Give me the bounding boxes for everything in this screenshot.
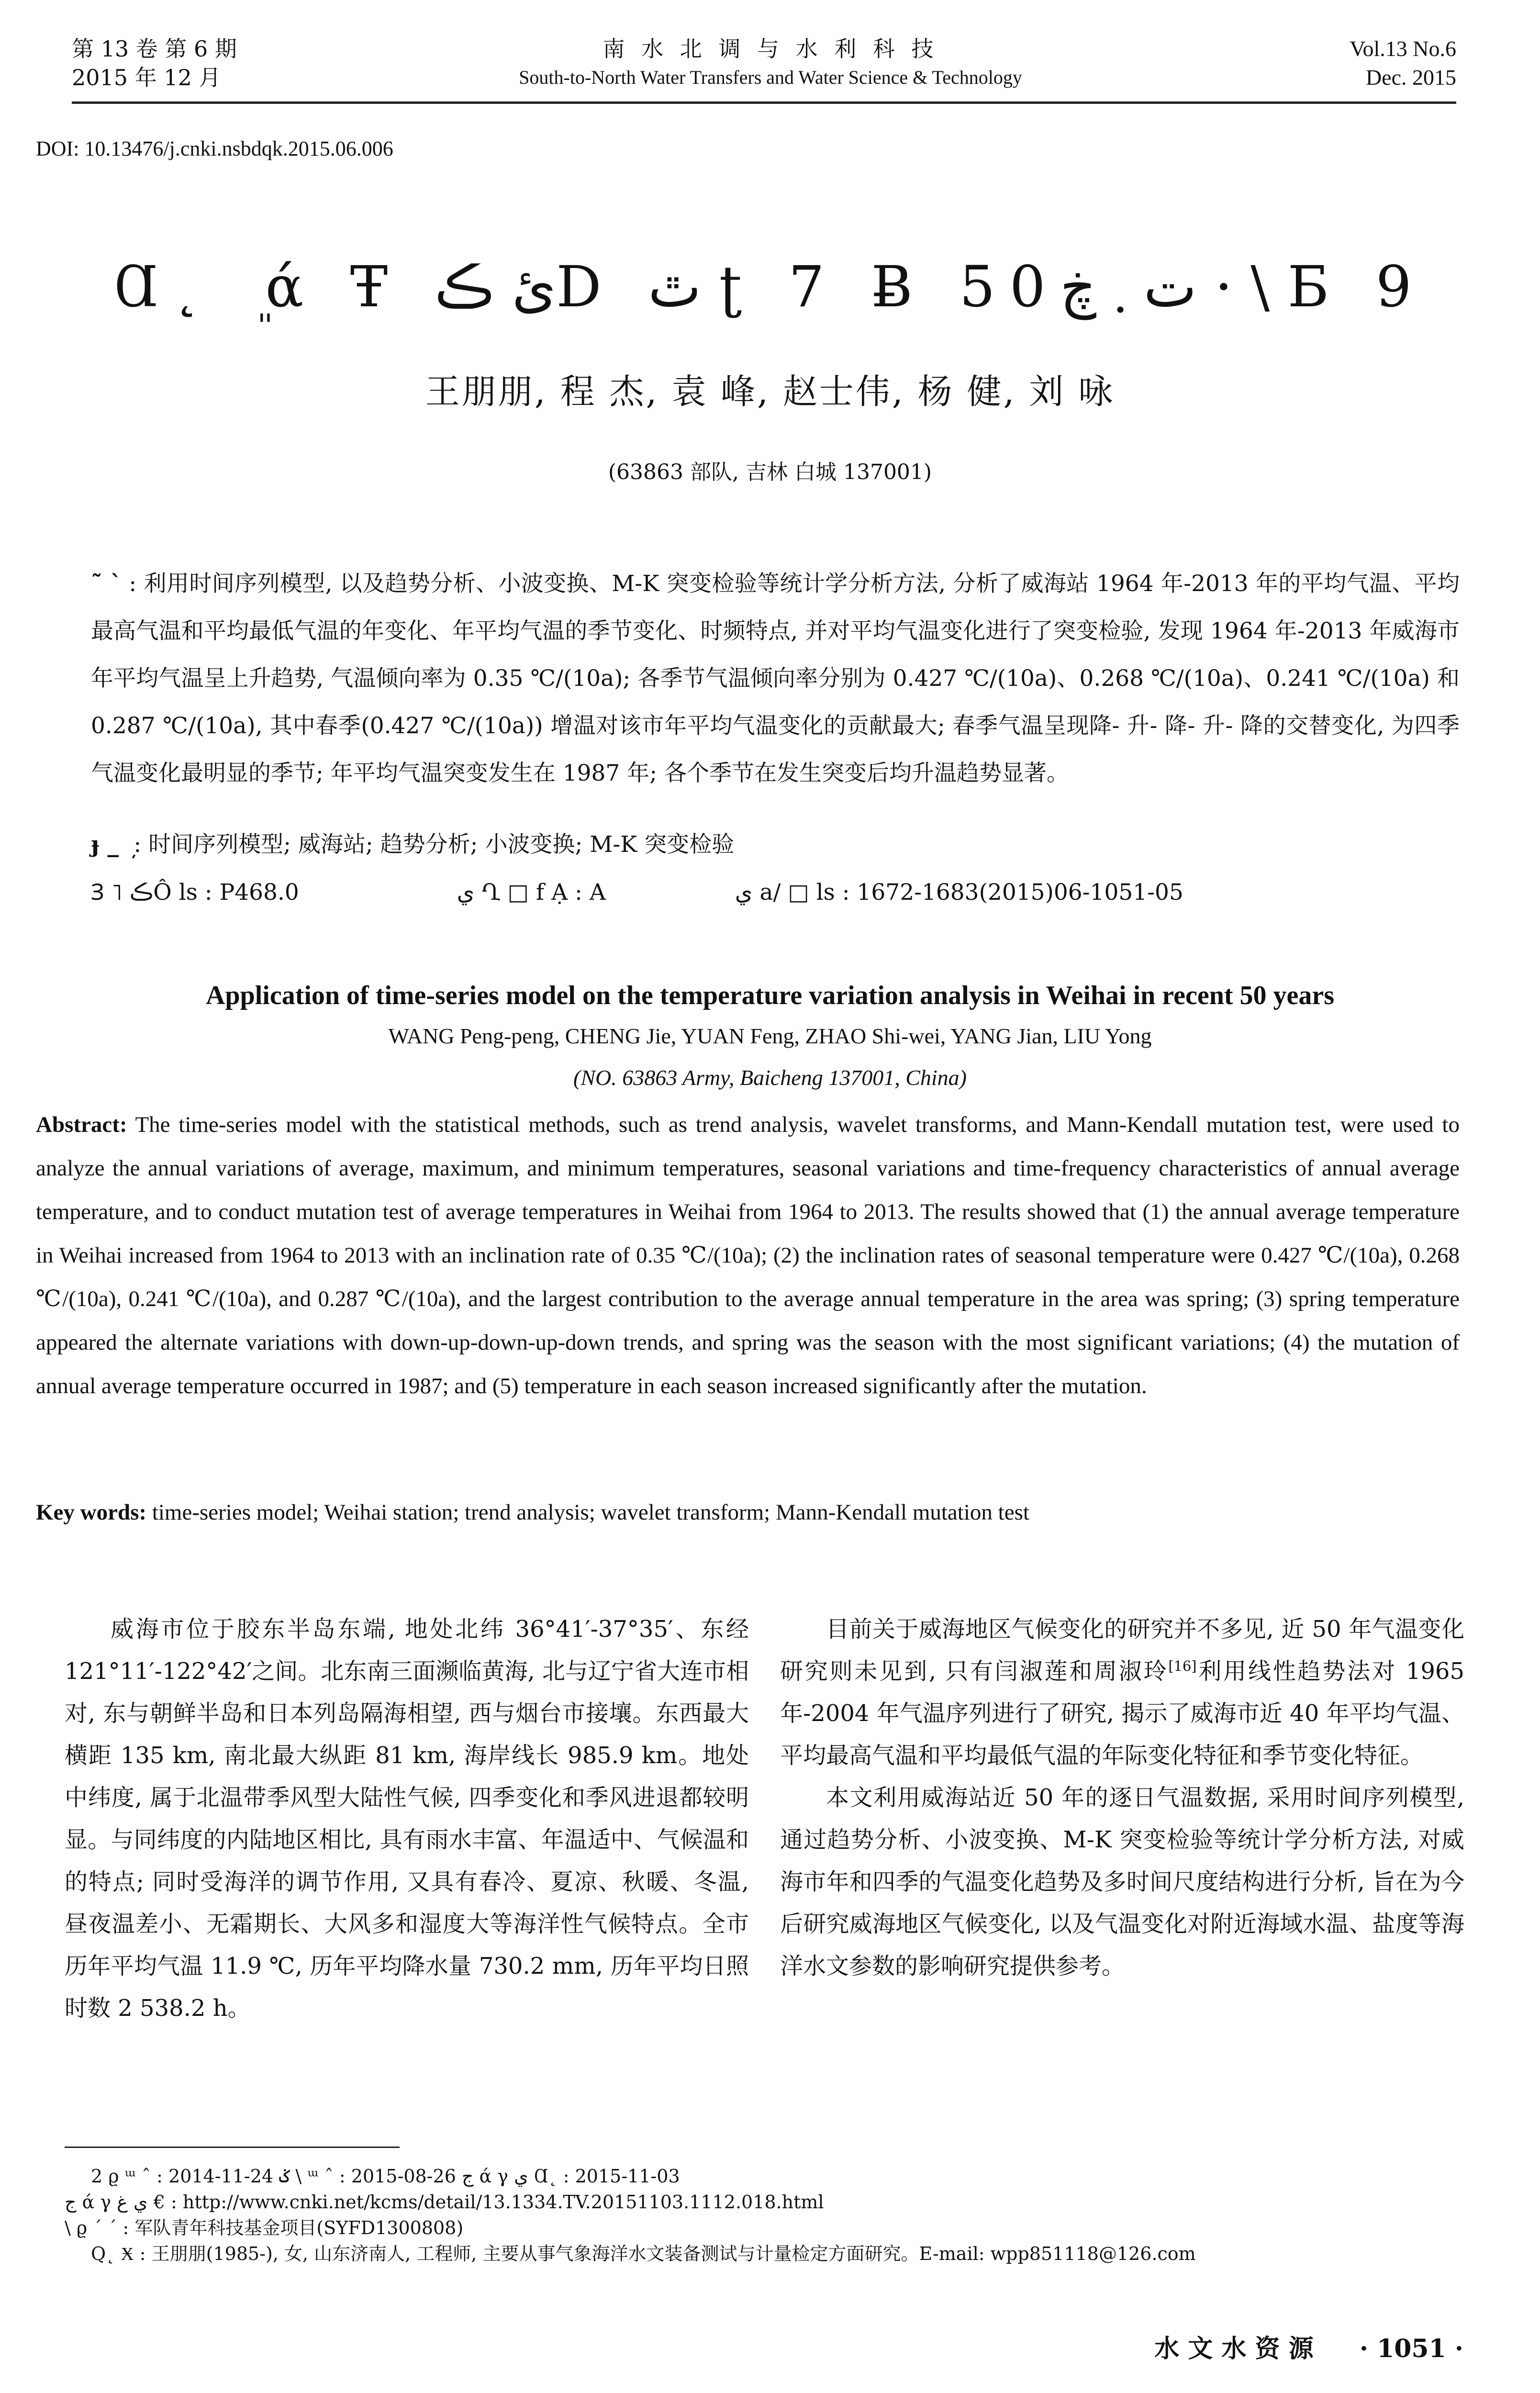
header-right — [1169, 34, 1456, 92]
footnote-online-url: ج ά γ ي غ € : http://www.cnki.net/kcms/detail/13.1334.TV.20151103.1112.018.html — [65, 2192, 824, 2213]
doc-code: A — [589, 879, 606, 906]
abstract-en-text: The time-series model with the statistical methods, such as trend analysis, wavelet transforms, and Mann-Kendall mutation test, were used to analyze the annual variations of average, maximum, and minimum temperatures, seasonal variations and time-frequency characteristics of annual average temperature, and to conduct mutation test of average temperatures in Weihai from 1964 to 2013. The results showed that (1) the annual average temperature in Weihai increased from 1964 to 2013 with an inclination rate of 0.35 ℃/(10a); (2) the inclination rates of seasonal temperature were 0.427 ℃/(10a), 0.268 ℃/(10a), 0.241 ℃/(10a), and 0.287 ℃/(10a), and the largest contribution to the average annual temperature in the area was spring; (3) spring temperature appeared the alternate variations with down-up-down-up-down trends, and spring was the season with the most significant variations; (4) the mutation of annual average temperature occurred in 1987; and (5) temperature in each season increased significantly after the mutation. — [36, 1112, 1460, 1398]
abstract-zh-label: ˜ ˋ — [91, 570, 122, 597]
classification: Ɜ ˥ ڪÔ ls : P468.0 ي Ղ □ f Ạ : A ي a/ □ ls : 1672-1683(2015)06-1051-05 — [91, 879, 1183, 906]
article-id: 1672-1683(2015)06-1051-05 — [857, 879, 1183, 906]
affiliation-zh: (63863 部队, 吉林 白城 137001) — [608, 460, 932, 484]
abstract-zh: ˜ ˋ : 利用时间序列模型, 以及趋势分析、小波变换、M-K 突变检验等统计学分析方法, 分析了威海站 1964 年-2013 年的平均气温、平均最高气温和平均最低气温的年变化、年平均气温的季节变化、时频特点, 并对平均气温变化进行了突变检验, 发现 1964 年-2013 年威海市年平均气温呈上升趋势, 气温倾向率为 0.35 ℃/(10a); 各季节气温倾向率分别为 0.427 ℃/(10a)、0.268 ℃/(10a)、0.241 ℃/(10a) 和 0.287 ℃/(10a), 其中春季(0.427 ℃/(10a)) 增温对该市年平均气温变化的贡献最大; 春季气温呈现降- 升- 降- 升- 降的交替变化, 为四季气温变化最明显的季节; 年平均气温突变发生在 1987 年; 各个季节在发生突变后均升温趋势显著。 — [91, 570, 1460, 786]
body-paragraph: 目前关于威海地区气候变化的研究并不多见, 近 50 年气温变化研究则未见到, 只有闫淑莲和周淑玲[16]利用线性趋势法对 1965 年-2004 年气温序列进行了研究, 揭示了威海市近 40 年平均气温、平均最高气温和平均最低气温的年际变化特征和季节变化特征。 — [780, 1616, 1464, 1769]
abstract-en — [36, 1103, 1460, 1408]
clc-code: P468.0 — [219, 879, 299, 906]
journal-name-en: South-to-North Water Transfers and Water Science & Technology — [519, 67, 1022, 88]
footnotes — [65, 2163, 1462, 2267]
body-left-column — [65, 1608, 749, 2029]
header-rule — [72, 101, 1456, 104]
keywords-zh: ɟ _ ܼ : 时间序列模型; 威海站; 趋势分析; 小波变换; M-K 突变检验 — [91, 831, 735, 858]
header-left — [72, 34, 407, 92]
keywords-zh-label: ɟ _ ܼ — [91, 831, 127, 858]
footnote-funding: \ ϱ ˊ ˊ : 军队青年科技基金项目(SYFD1300808) — [65, 2217, 464, 2238]
header-center — [407, 34, 1134, 92]
footnote-author-bio: Q˛ Ӿ : 王朋朋(1985-), 女, 山东济南人, 工程师, 主要从事气象海洋水文装备测试与计量检定方面研究。E-mail: wpp851118@126.com — [91, 2243, 1196, 2264]
body-right-column — [780, 1608, 1464, 1987]
keywords-en — [36, 1491, 1460, 1534]
affiliation-en: (NO. 63863 Army, Baicheng 137001, China) — [573, 1065, 967, 1090]
footnote-rule — [65, 2147, 400, 2148]
keywords-zh-text: 时间序列模型; 威海站; 趋势分析; 小波变换; M-K 突变检验 — [148, 831, 735, 858]
keywords-en-text: time-series model; Weihai station; trend analysis; wavelet transform; Mann-Kendall mutation test — [152, 1500, 1029, 1525]
abstract-en-label: Abstract: — [36, 1112, 127, 1137]
article-id-label: ي a/ □ ls — [735, 879, 835, 906]
pub-date: 2015 年 12 月 — [72, 65, 221, 90]
journal-name-zh: 南 水 北 调 与 水 利 科 技 — [603, 36, 938, 62]
footer — [1154, 2328, 1463, 2364]
title-zh: Ɑ˛ ܸ ά Ŧ ئ ڪD ٿ ʈ 7 Ƀ 50ت ܂ ڿ · \ Ƃ 9 — [114, 254, 1426, 320]
body-paragraph: 本文利用威海站近 50 年的逐日气温数据, 采用时间序列模型, 通过趋势分析、小波变换、M-K 突变检验等统计学分析方法, 对威海市年和四季的气温变化趋势及多时间尺度结构进行分析, 旨在为今后研究威海地区气候变化, 以及气温变化对附近海域水温、盐度等海洋水文参数的影响研究提供参考。 — [780, 1784, 1464, 1979]
citation-ref: [16] — [1168, 1658, 1197, 1674]
keywords-en-label: Key words: — [36, 1500, 147, 1525]
title-en: Application of time-series model on the temperature variation analysis in Weihai in recent 50 years — [205, 981, 1334, 1010]
page-number: · 1051 · — [1359, 2334, 1463, 2363]
date-en: Dec. 2015 — [1365, 65, 1456, 89]
abstract-zh-text: 利用时间序列模型, 以及趋势分析、小波变换、M-K 突变检验等统计学分析方法, 分析了威海站 1964 年-2013 年的平均气温、平均最高气温和平均最低气温的年变化、年平均气温的季节变化、时频特点, 并对平均气温变化进行了突变检验, 发现 1964 年-2013 年威海市年平均气温呈上升趋势, 气温倾向率为 0.35 ℃/(10a); 各季节气温倾向率分别为 0.427 ℃/(10a)、0.268 ℃/(10a)、0.241 ℃/(10a) 和 0.287 ℃/(10a), 其中春季(0.427 ℃/(10a)) 增温对该市年平均气温变化的贡献最大; 春季气温呈现降- 升- 降- 升- 降的交替变化, 为四季气温变化最明显的季节; 年平均气温突变发生在 1987 年; 各个季节在发生突变后均升温趋势显著。 — [91, 570, 1460, 786]
doc-code-label: ي Ղ □ f Ạ — [457, 879, 568, 906]
body-paragraph: 威海市位于胶东半岛东端, 地处北纬 36°41′-37°35′、东经 121°11′-122°42′之间。北东南三面濒临黄海, 北与辽宁省大连市相对, 东与朝鲜半岛和日本列岛隔海相望, 西与烟台市接壤。东西最大横距 135 km, 南北最大纵距 81 km, 海岸线长 985.9 km。地处中纬度, 属于北温带季风型大陆性气候, 四季变化和季风进退都较明显。与同纬度的内陆地区相比, 具有雨水丰富、年温适中、气候温和的特点; 同时受海洋的调节作用, 又具有春冷、夏凉、秋暖、冬温, 昼夜温差小、无霜期长、大风多和湿度大等海洋性气候特点。全市历年平均气温 11.9 ℃, 历年平均降水量 730.2 mm, 历年平均日照时数 2 538.2 h。 — [65, 1616, 749, 2022]
footnote-dates: 2 ϱ ᵚ ˆ : 2014-11-24 ݢ \ ᵚ ˆ : 2015-08-26 ج ά γ ي Ɑ˛ : 2015-11-03 — [91, 2166, 680, 2187]
volume-en: Vol.13 No.6 — [1350, 36, 1456, 61]
volume-issue: 第 13 卷 第 6 期 — [72, 36, 237, 62]
footer-journal: 水 文 水 资 源 — [1154, 2335, 1314, 2363]
clc-label: Ɜ ˥ ڪÔ ls — [91, 879, 198, 906]
authors-en: WANG Peng-peng, CHENG Jie, YUAN Feng, ZHAO Shi-wei, YANG Jian, LIU Yong — [388, 1024, 1152, 1048]
authors-zh: 王朋朋, 程 杰, 袁 峰, 赵士伟, 杨 健, 刘 咏 — [425, 371, 1115, 412]
doi: DOI: 10.13476/j.cnki.nsbdqk.2015.06.006 — [36, 137, 393, 160]
